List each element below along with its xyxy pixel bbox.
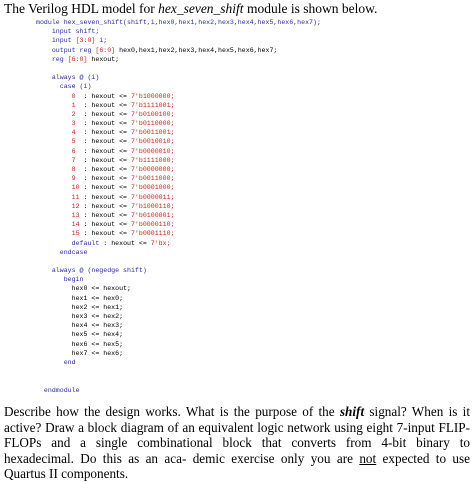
code-token: i; — [95, 37, 108, 45]
code-line — [36, 92, 321, 101]
code-token: 15 — [36, 230, 84, 238]
code-token: hex4 <= hex3; — [36, 322, 124, 330]
code-token: case (i) — [36, 83, 92, 91]
code-token: hex7 <= hex6; — [36, 349, 124, 357]
code-token: always @ (i) — [36, 74, 100, 82]
code-token: always @ (negedge shift) — [36, 267, 147, 275]
code-token: 7'b0011001; — [130, 129, 175, 137]
code-token: 7'b1111001; — [130, 101, 175, 109]
code-token: reg — [36, 55, 68, 63]
code-line — [36, 376, 321, 385]
code-line — [36, 257, 321, 266]
code-token: endmodule — [36, 386, 80, 394]
code-token: output reg — [36, 46, 96, 54]
code-token: module hex_seven_shift(shift,i,hex0,hex1,hex2,hex3,hex4,hex5,hex6,hex7); — [36, 19, 321, 26]
code-line — [36, 183, 321, 192]
code-token: hex0 <= hexout; — [36, 285, 131, 293]
code-token: [6:0] — [67, 55, 88, 63]
code-line — [36, 312, 321, 321]
code-token: 7'b0100100; — [130, 110, 175, 118]
code-line — [36, 202, 321, 211]
code-line — [36, 211, 321, 220]
code-token: 6 — [36, 147, 84, 155]
code-token: 12 — [36, 202, 84, 210]
code-token: begin — [36, 276, 84, 284]
not-emphasis: not — [359, 450, 377, 466]
code-token: : hexout <= — [83, 129, 131, 137]
code-line — [36, 330, 321, 339]
code-token: 13 — [36, 211, 84, 219]
code-token: : hexout <= — [83, 211, 131, 219]
code-line — [36, 165, 321, 174]
code-token: : hexout <= — [83, 193, 131, 201]
code-token: : hexout <= — [83, 156, 131, 164]
code-token: 7'b0000110; — [130, 221, 175, 229]
code-token: 7'b1111000; — [130, 156, 175, 164]
code-token: 7'b1000000; — [130, 92, 175, 100]
code-token: : hexout <= — [83, 175, 131, 183]
code-token: 10 — [36, 184, 84, 192]
code-token: 11 — [36, 193, 84, 201]
code-token: 7'b0000000; — [130, 166, 175, 173]
code-line — [36, 101, 321, 110]
code-token: hex3 <= hex2; — [36, 313, 124, 320]
code-line — [36, 110, 321, 119]
code-token: 1 — [36, 101, 84, 109]
code-token: [3:0] — [75, 37, 96, 45]
code-line — [36, 239, 321, 248]
code-line — [36, 303, 321, 312]
code-token: 7'b1000110; — [130, 202, 175, 210]
code-line — [36, 284, 321, 293]
code-line — [36, 64, 321, 73]
shift-signal-term: shift — [339, 404, 365, 419]
code-token: : hexout <= — [83, 221, 131, 229]
code-token: 14 — [36, 221, 84, 229]
code-token: 4 — [36, 129, 84, 137]
code-token: : hexout <= — [103, 239, 151, 247]
verilog-code-listing — [36, 18, 321, 395]
question-paragraph — [4, 404, 470, 482]
code-token: 7'b0001110; — [130, 230, 175, 238]
code-token: hex5 <= hex4; — [36, 331, 124, 339]
code-line — [36, 340, 321, 349]
code-token: : hexout <= — [83, 110, 131, 118]
code-token: hex2 <= hex1; — [36, 303, 124, 311]
code-token: hexout; — [87, 55, 120, 63]
code-token: : hexout <= — [83, 101, 131, 109]
code-token: hex1 <= hex0; — [36, 294, 124, 302]
question-text-2: signal? When is it active? Draw a block diagram of an equivalent logic network using eight 7-input FLIP-FLOPs and a single combinational block that converts from 4-bit binary to hexadecimal. Do this as an aca- demic exercise only you are — [4, 404, 470, 466]
code-line — [36, 386, 321, 395]
code-token: : hexout <= — [83, 120, 131, 128]
code-token: hex6 <= hex5; — [36, 340, 124, 348]
code-line — [36, 128, 321, 137]
code-line — [36, 137, 321, 146]
code-line — [36, 275, 321, 284]
code-line — [36, 294, 321, 303]
code-token: : hexout <= — [83, 202, 131, 210]
code-line — [36, 36, 321, 45]
code-line — [36, 367, 321, 376]
code-token: 2 — [36, 110, 84, 118]
code-token: 0 — [36, 92, 84, 100]
code-line — [36, 193, 321, 202]
code-line — [36, 321, 321, 330]
code-token: : hexout <= — [83, 147, 131, 155]
code-line — [36, 46, 321, 55]
code-token: 7'b0110000; — [130, 120, 175, 128]
code-line — [36, 73, 321, 82]
code-line — [36, 147, 321, 156]
code-token: input shift; — [36, 28, 100, 36]
code-token: endcase — [36, 248, 88, 256]
code-line — [36, 358, 321, 367]
code-token: 7'b0010010; — [130, 138, 175, 146]
code-token: : hexout <= — [83, 92, 131, 100]
code-line — [36, 266, 321, 275]
question-text-1: Describe how the design works. What is the purpose of the — [4, 404, 340, 419]
code-token: 7'b0100001; — [130, 211, 175, 219]
code-line — [36, 18, 321, 27]
intro-text-before: The Verilog HDL model for — [4, 1, 159, 16]
module-name: hex_seven_shift — [158, 1, 244, 16]
code-token: 8 — [36, 166, 84, 173]
code-token: 7'b0000010; — [130, 147, 175, 155]
intro-text-after: module is shown below. — [243, 1, 378, 16]
code-line — [36, 349, 321, 358]
code-token: hex0,hex1,hex2,hex3,hex4,hex5,hex6,hex7; — [115, 46, 278, 54]
code-token: : hexout <= — [83, 166, 131, 173]
code-token: 7'b0000011; — [130, 193, 175, 201]
code-token: 7'b0001000; — [130, 184, 175, 192]
code-line — [36, 229, 321, 238]
code-line — [36, 119, 321, 128]
code-token: : hexout <= — [83, 138, 131, 146]
code-token: 7'bx; — [150, 239, 171, 247]
question-text-3: expected to use Quartus II components. — [4, 450, 470, 481]
code-line — [36, 156, 321, 165]
code-token: 7 — [36, 156, 84, 164]
code-token: [6:0] — [95, 46, 116, 54]
code-line — [36, 220, 321, 229]
code-token: 9 — [36, 175, 84, 183]
code-line — [36, 55, 321, 64]
code-token: 5 — [36, 138, 84, 146]
code-line — [36, 174, 321, 183]
code-token: : hexout <= — [83, 184, 131, 192]
code-token: input — [36, 37, 76, 45]
code-token: end — [36, 358, 76, 366]
code-token: 7'b0011000; — [130, 175, 175, 183]
code-token: 3 — [36, 120, 84, 128]
code-token: : hexout <= — [83, 230, 131, 238]
intro-sentence — [4, 0, 377, 17]
code-line — [36, 248, 321, 257]
code-line — [36, 27, 321, 36]
code-token: default — [36, 239, 104, 247]
code-line — [36, 82, 321, 91]
